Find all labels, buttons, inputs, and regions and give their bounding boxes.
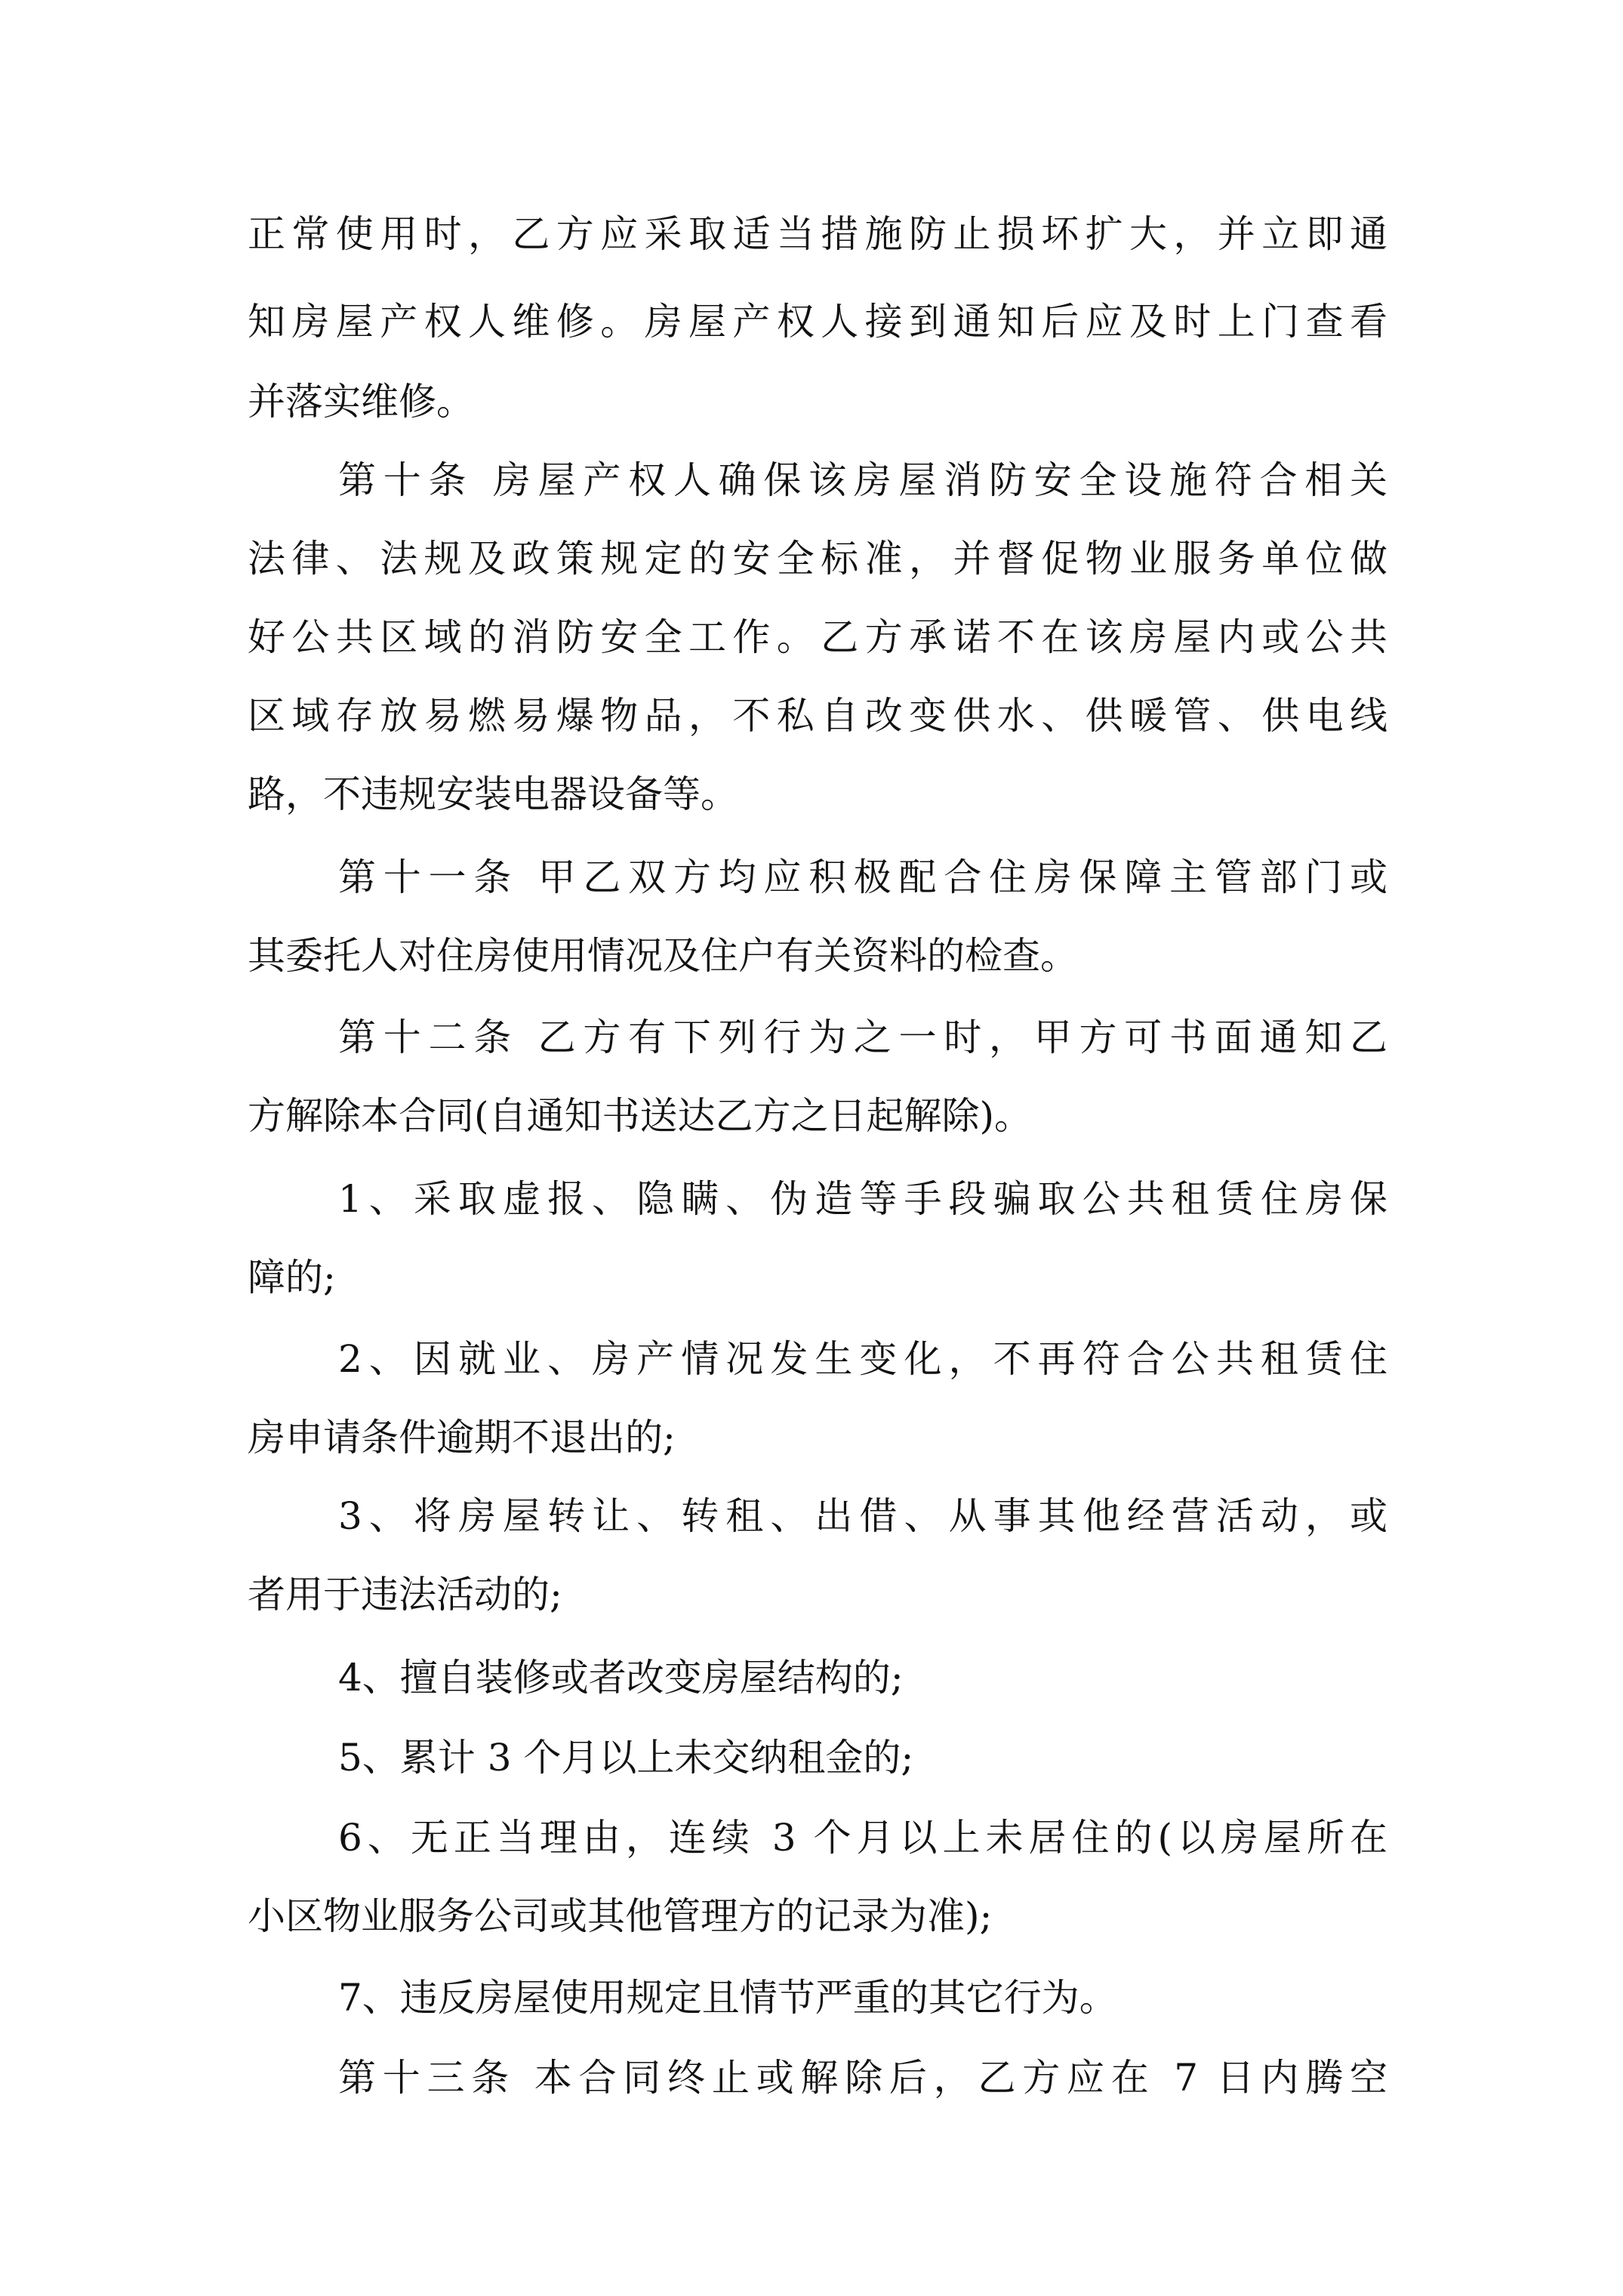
text-line: 4、擅自装修或者改变房屋结构的;: [338, 1656, 904, 1700]
text-line: 6、无正当理由，连续 3 个月以上未居住的(以房屋所在: [338, 1816, 1387, 1860]
text-line: 法律、法规及政策规定的安全标准，并督促物业服务单位做: [248, 537, 1387, 581]
text-line: 2、因就业、房产情况发生变化，不再符合公共租赁住: [338, 1337, 1387, 1381]
text-line: 7、违反房屋使用规定且情节严重的其它行为。: [338, 1976, 1117, 2020]
text-line: 好公共区域的消防安全工作。乙方承诺不在该房屋内或公共: [248, 615, 1387, 659]
text-line: 者用于违法活动的;: [248, 1573, 562, 1616]
text-line: 房申请条件逾期不退出的;: [248, 1416, 676, 1459]
text-line: 1、采取虚报、隐瞒、伪造等手段骗取公共租赁住房保: [338, 1177, 1387, 1221]
text-line: 路，不违规安装电器设备等。: [248, 772, 738, 816]
text-line: 第十二条 乙方有下列行为之一时，甲方可书面通知乙: [338, 1015, 1387, 1059]
text-line: 正常使用时，乙方应采取适当措施防止损坏扩大，并立即通: [248, 212, 1387, 256]
text-line: 并落实维修。: [248, 380, 474, 424]
text-line: 区域存放易燃易爆物品，不私自改变供水、供暖管、供电线: [248, 694, 1387, 738]
text-line: 方解除本合同(自通知书送达乙方之日起解除)。: [248, 1094, 1033, 1138]
text-line: 障的;: [248, 1256, 336, 1299]
text-line: 3、将房屋转让、转租、出借、从事其他经营活动，或: [338, 1494, 1387, 1538]
text-line: 第十一条 甲乙双方均应积极配合住房保障主管部门或: [338, 855, 1387, 899]
text-line: 其委托人对住房使用情况及住户有关资料的检查。: [248, 934, 1078, 978]
text-line: 第十条 房屋产权人确保该房屋消防安全设施符合相关: [338, 458, 1387, 502]
text-line: 5、累计 3 个月以上未交纳租金的;: [338, 1736, 914, 1780]
text-line: 第十三条 本合同终止或解除后，乙方应在 7 日内腾空: [338, 2056, 1387, 2100]
text-line: 小区物业服务公司或其他管理方的记录为准);: [248, 1894, 993, 1938]
text-line: 知房屋产权人维修。房屋产权人接到通知后应及时上门查看: [248, 300, 1387, 344]
